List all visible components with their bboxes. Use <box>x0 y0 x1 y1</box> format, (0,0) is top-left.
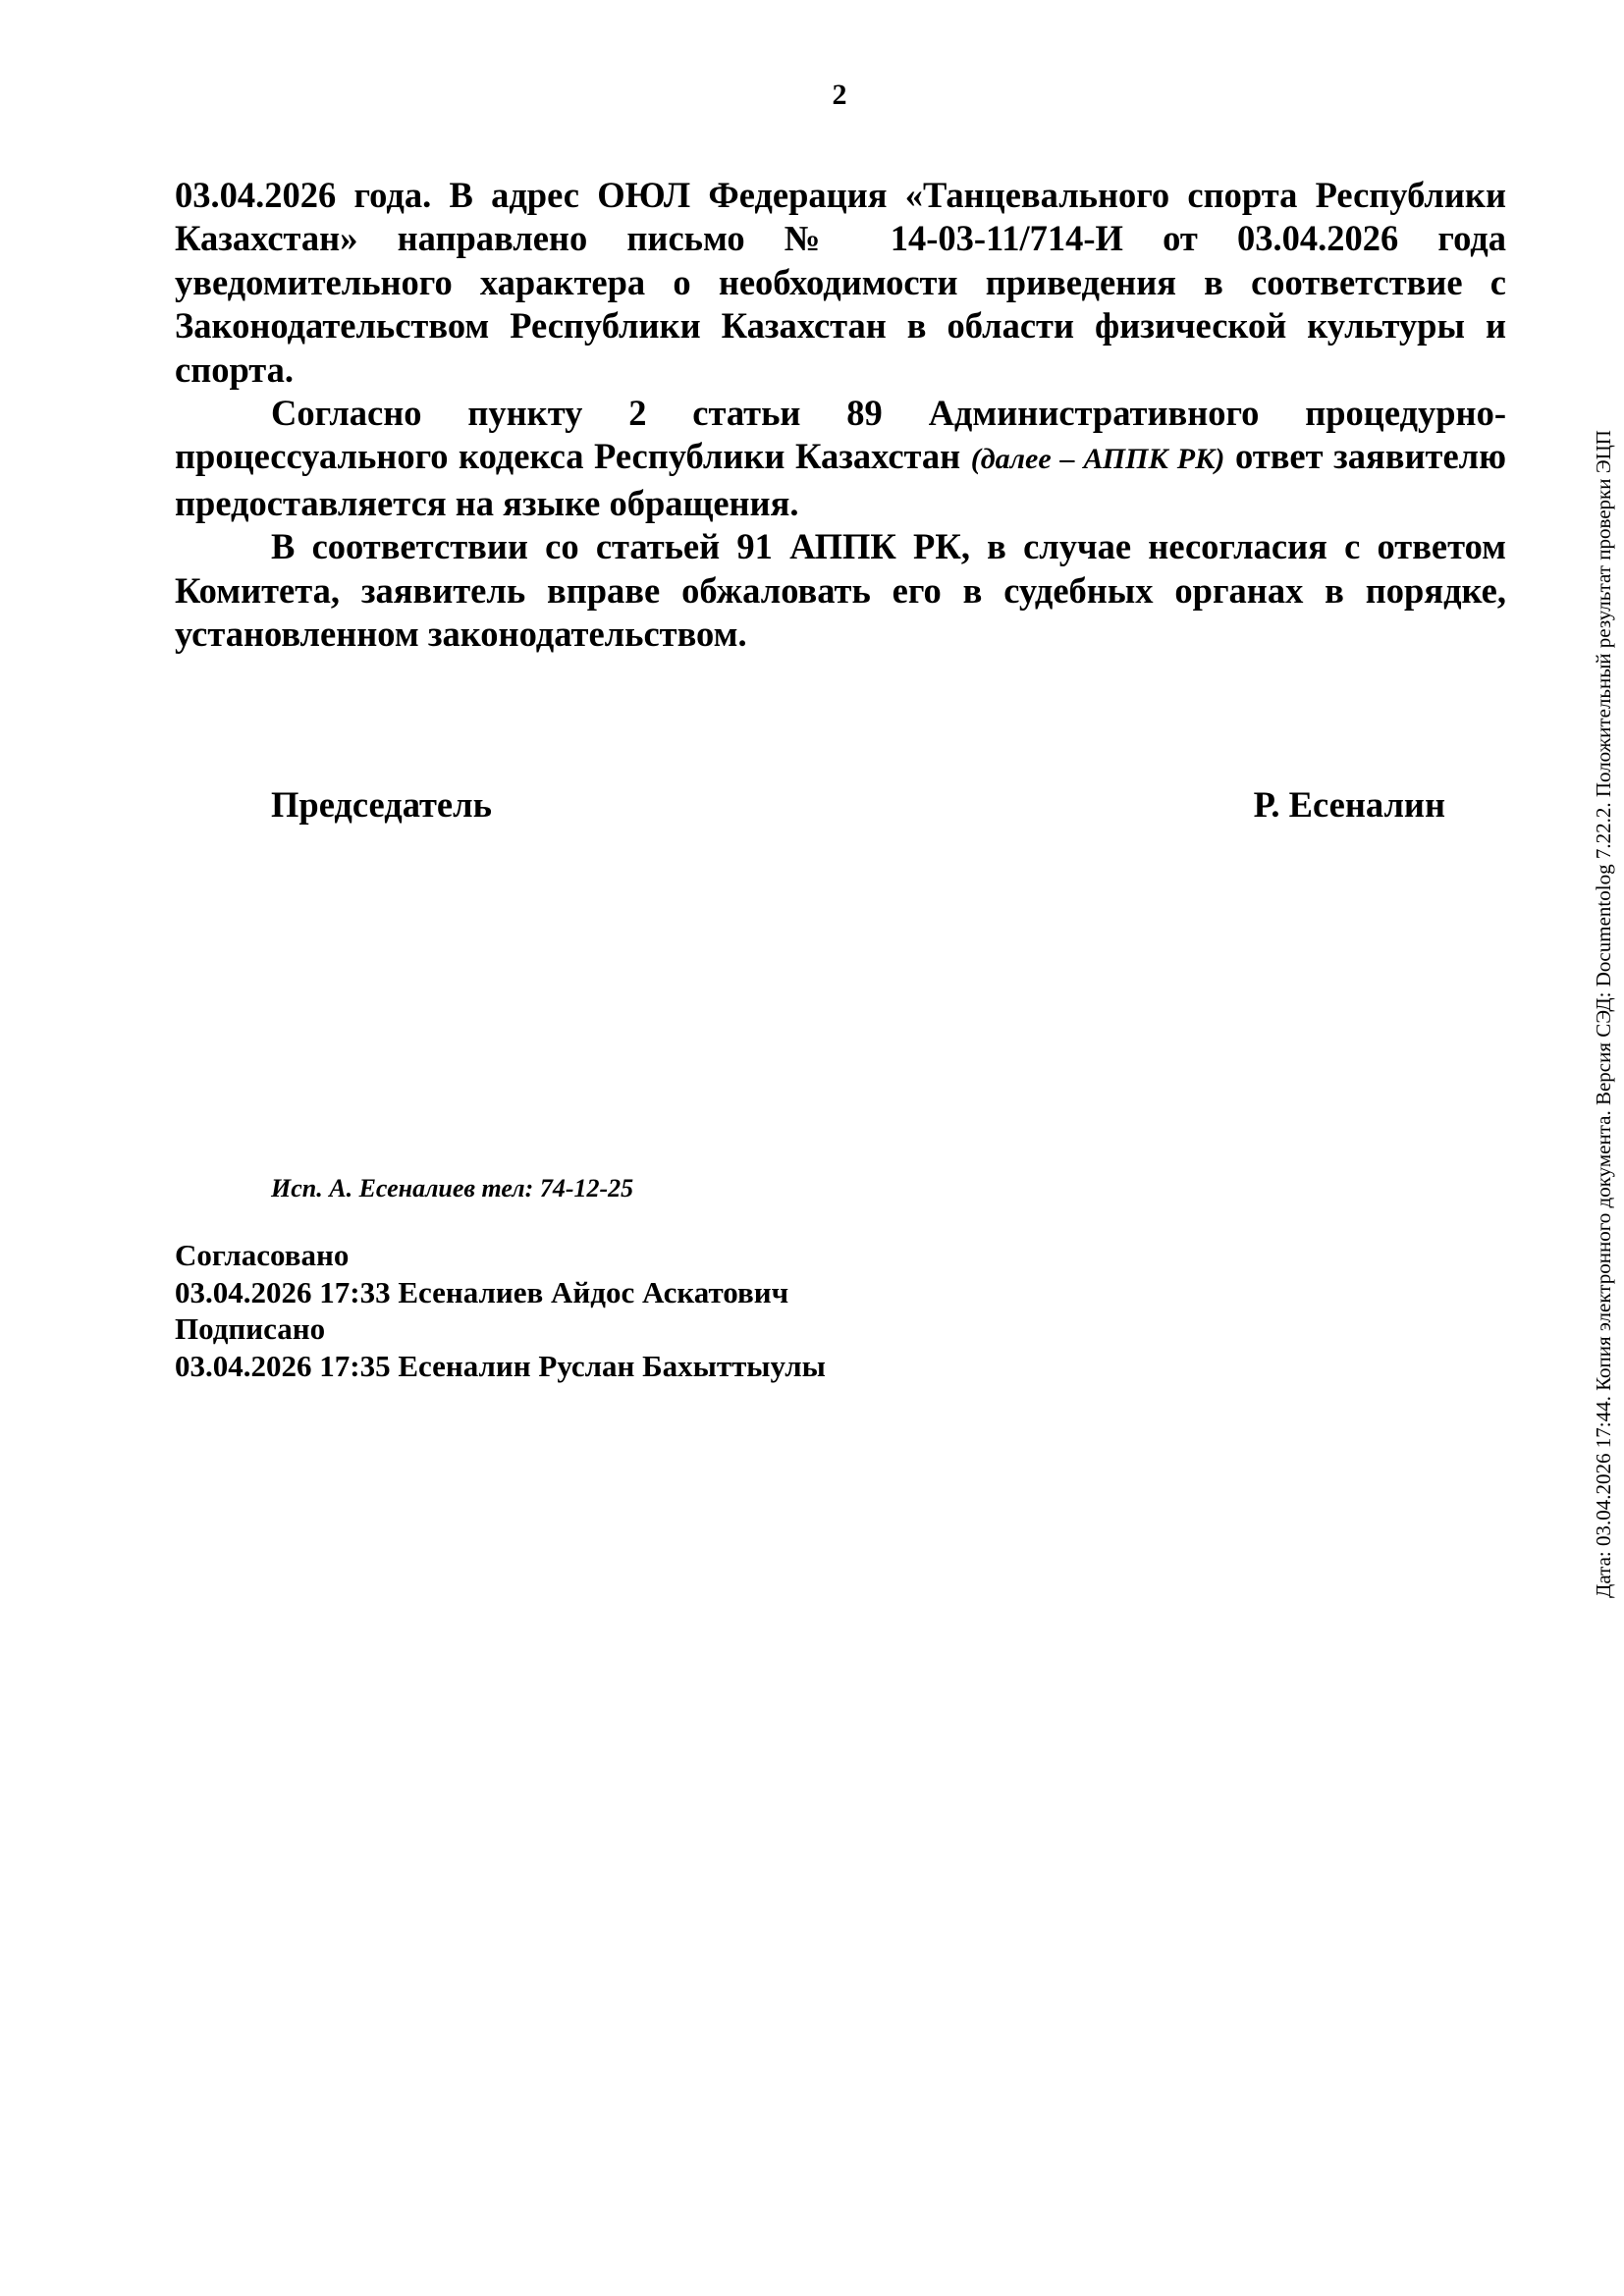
agreed-label: Согласовано <box>175 1238 350 1272</box>
signed-entry: 03.04.2026 17:35 Есеналин Руслан Бахыттыулы <box>175 1348 826 1383</box>
verification-stamp: Дата: 03.04.2026 17:44. Копия электронного документа. Версия СЭД: Documentolog 7.22.2. Положительный результат проверки ЭЦП <box>1592 430 1615 1598</box>
paragraph-language-rule-start: Согласно пункту 2 статьи 89 Административного процедурно-процессуального кодекса Республики Казахстан <box>175 393 1506 477</box>
approval-block <box>175 1237 826 1384</box>
executor-line: Исп. А. Есеналиев тел: 74-12-25 <box>271 1174 634 1202</box>
signatory-name: Р. Есеналин <box>1253 784 1445 825</box>
paragraph-language-rule <box>175 392 1506 525</box>
signed-label: Подписано <box>175 1311 326 1346</box>
paragraph-language-rule-end: ответ заявителю предоставляется на языке обращения. <box>175 436 1507 523</box>
letter-body <box>175 174 1506 656</box>
paragraph-notification: 03.04.2026 года. В адрес ОЮЛ Федерация «Танцевального спорта Республики Казахстан» направлено письмо № 14-03-11/714-И от 03.04.2026 года уведомительного характера о необходимости приведения в соответствие с Законодательством Республики Казахстан в области физической культуры и спорта. <box>175 175 1506 390</box>
signature-block <box>271 783 1445 827</box>
paragraph-appeal-rights: В соответствии со статьей 91 АППК РК, в случае несогласия с ответом Комитета, заявитель вправе обжаловать его в судебных органах в порядке, установленном законодательством. <box>175 526 1506 655</box>
agreed-entry: 03.04.2026 17:33 Есеналиев Айдос Аскатович <box>175 1274 789 1309</box>
page-number: 2 <box>832 79 847 111</box>
signatory-position: Председатель <box>271 784 492 825</box>
abbreviation-note: (далее – АППК РК) <box>970 443 1225 476</box>
